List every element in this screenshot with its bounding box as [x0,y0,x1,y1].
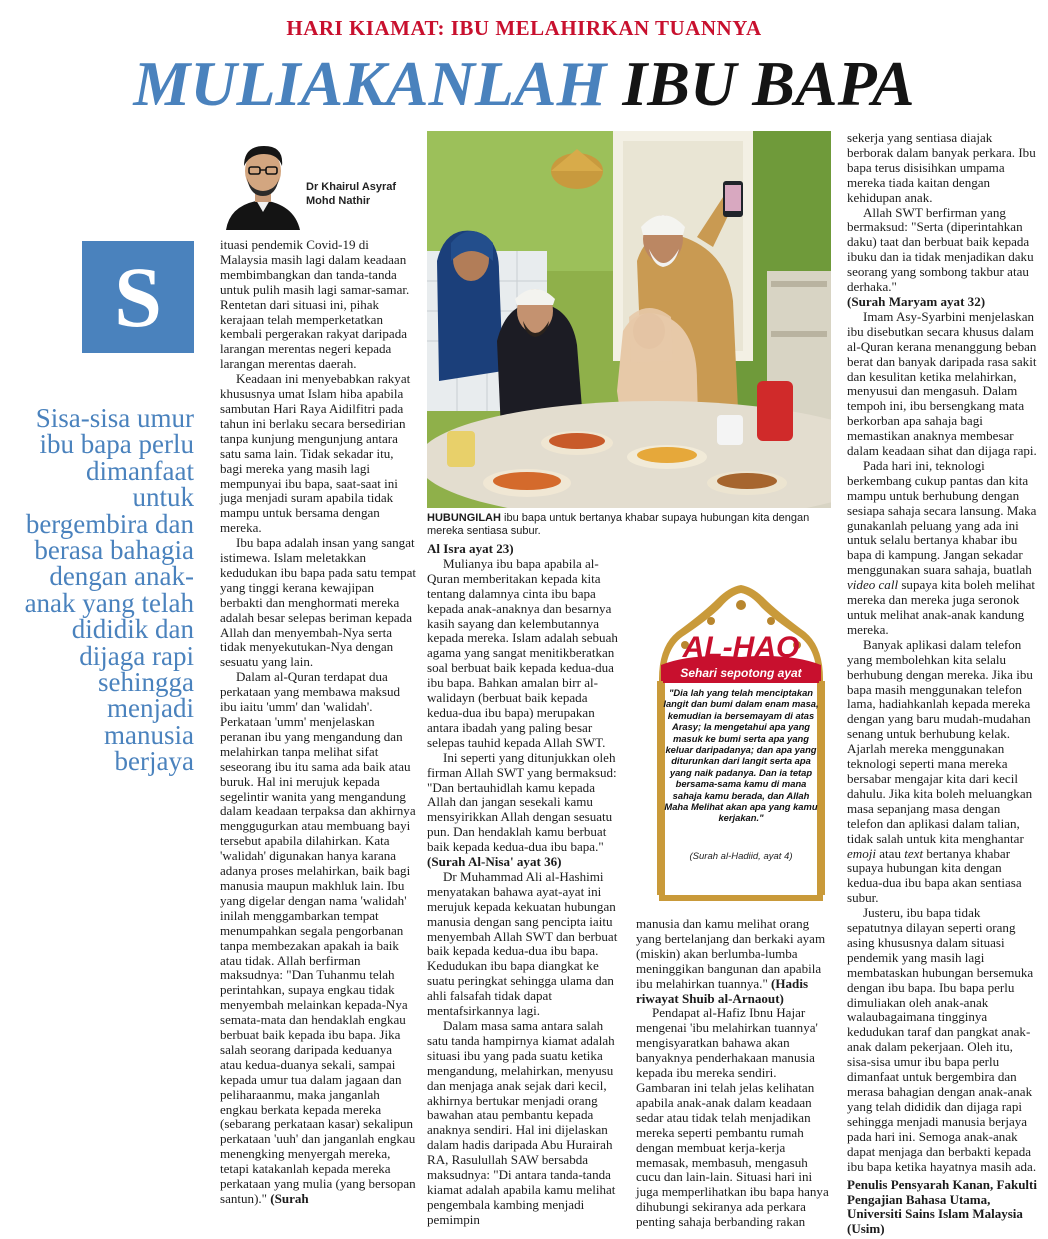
article-paragraph [427,542,625,557]
article-text: Allah SWT berfirman yang bermaksud: "Serta (diperintahkan daku) taat dan berbuat baik kepada ibuku dan ia tidak menjadikan daku seorang yang sombong takbur atau derhaka." [847,204,1034,295]
headline [0,44,1048,124]
al-haq-box [651,583,831,901]
article-emphasis: text [904,845,924,861]
kicker: HARI KIAMAT: IBU MELAHIRKAN TUANNYA [286,16,762,40]
author-name [306,180,426,208]
headline-blue: MULIAKANLAH [133,48,607,119]
article-paragraph: Dr Muhammad Ali al-Hashimi menyatakan bahawa ayat-ayat ini merujuk kepada kekuatan hubungan manusia dengan sang pencipta iaitu menyembah Allah SWT dan berbuat baik kepada kedua-dua ibu bapa. Kedudukan ibu bapa diangkat ke suatu peringkat sehingga ulama dan ahli falsafah tidak dapat mentafsirkannya lagi. [427,868,618,1019]
article-paragraph: Mulianya ibu bapa apabila al-Quran memberitakan kepada kita tentang dalamnya cinta ibu bapa kepada anak-anaknya dan besarnya kasih sayang dan kelembutannya kepada mereka. Islam adalah sebuah agama yang sangat menitikberatkan soal berbuat baik kepada kedua-dua ibu bapa. Bahkan amalan birr al-walidayn (berbuat baik kepada kedua-dua ibu bapa) merupakan antara ibadah yang paling besar selepas tauhid kepada Allah SWT. [427,555,618,750]
article-text: atau [876,845,905,861]
author-name-line2: Mohd Nathir [306,195,371,207]
article-paragraph [847,206,1037,310]
article-column-4 [847,131,1037,1174]
author-byline [222,138,422,230]
verse-reference: (Surah Maryam ayat 32) [847,293,986,309]
article-paragraph [427,751,625,870]
article-column-1 [220,238,416,1207]
article-paragraph: Ibu bapa adalah insan yang sangat istimewa. Islam meletakkan kedudukan ibu bapa pada satu tempat yang tinggi kerana kewajipan berbakti dan menghormati mereka adalah besar selepas beriman kepada Allah dan menyembah-Nya serta tidak menyekutukan-Nya dengan sesuatu yang lain. [220,535,417,670]
al-haq-reference: (Surah al-Hadiid, ayat 4) [689,851,793,862]
article-paragraph [847,638,1037,906]
al-haq-verse: "Dia lah yang telah menciptakan langit dan bumi dalam enam masa, kemudian ia bersemayam di atas Arasy; Ia mengetahui apa yang masuk ke bumi serta apa yang keluar daripadanya; dan apa yang diturunkan dari langit serta apa yang naik padanya. Dan ia tetap bersama-sama kamu di mana sahaja kamu berada, dan Allah Maha Melihat akan apa yang kamu kerjakan." [663,687,819,824]
article-emphasis: emoji [847,845,876,861]
hadith-reference: (Hadis riwayat Shuib al-Arnaout) [636,975,809,1006]
author-name-line1: Dr Khairul Asyraf [306,181,397,193]
article-text: supaya kita boleh melihat mereka dan mereka juga seronok untuk melihat anak-anak kandung mereka. [847,577,1036,637]
photo-caption [427,512,832,538]
caption-text: ibu bapa untuk bertanya khabar supaya hubungan kita dengan mereka sentiasa subur. [427,512,810,537]
article-text: Banyak aplikasi dalam telefon yang membolehkan kita selalu berhubung dengan mereka. Jika ibu bapa masih menggunakan telefon lama, hadiahkanlah kepada mereka dengan yang baru mudah-mudahan senang untuk berhubung kelak. Ajarlah mereka menggunakan teknologi seperti mana mereka bersabar mengajar kita dari kecil dahulu. Jika kita boleh meluangkan masa sepanjang masa dengan telefon dan aplikasi dalam talian, tidak salah untuk kita menghantar [847,636,1033,846]
article-text: Ini seperti yang ditunjukkan oleh firman Allah SWT yang bermaksud: "Dan bertauhidlah kamu kepada Allah dan jangan sesekali kamu mensyirikkan Allah dengan sesuatu pun. Dan hendaklah kamu berbuat baik kepada kedua-dua ibu bapa." [427,749,617,855]
article-paragraph: ituasi pendemik Covid-19 di Malaysia masih lagi dalam keadaan membimbangkan dan tanda-tanda untuk pulih masih lagi samar-samar. Rentetan dari situasi ini, pihak kerajaan telah memperketatkan kembali pergerakan rakyat daripada larangan merentas negeri kepada larangan merentas daerah. [220,237,410,372]
pull-quote: Sisa-sisa umur ibu bapa perlu dimanfaat untuk bergembira dan berasa bahagia dengan anak-anak yang telah dididik dan dijaga rapi sehingga menjadi manusia berjaya [24,403,194,777]
article-text: Dalam al-Quran terdapat dua perkataan yang membawa maksud ibu iaitu 'umm' dan 'walidah'. Perkataan 'umm' menjelaskan peranan ibu yang mengandung dan melahirkan tanpa melihat sifat seseorang ibu itu sama ada baik atau buruk. Hal ini merujuk kepada segelintir wanita yang mengandung dalam keadaan terpaksa dan akhirnya menggugurkan atau membuang bayi tersebut apabila dilahirkan. Kata 'walidah' digunakan hanya karana adanya proses melahirkan, baik bagi manusia maupun makhluk lain. Ibu yang digelar dengan nama 'walidah' inilah menggambarkan tempat menumpahkan segala pengorbanan tanpa membezakan apakah ia baik atau tidak. Allah berfirman maksudnya: "Dan Tuhanmu telah perintahkan, supaya engkau tidak menyembah melainkan kepada-Nya semata-mata dan hendaklah engkau berbuat baik kepada ibu bapa. Jika salah seorang daripada keduanya atau kedua-duanya sekali, sampai kepada umur tua dalam jagaan dan peliharaanmu, maka janganlah engkau berkata kepada mereka (sebarang perkataan kasar) sekalipun perkataan 'uuh' dan janganlah engkau menengking menyergah mereka, tetapi katakanlah kepada mereka perkataan yang mulia (yang bersopan santun)." [220,669,416,1206]
verse-reference: (Surah [267,1191,309,1206]
author-credit: Penulis Pensyarah Kanan, Fakulti Pengajian Bahasa Utama, Universiti Sains Islam Malaysia (Usim) [847,1177,1037,1236]
article-column-2 [427,542,625,1228]
article-text: bertanya khabar supaya hubungan kita dengan kedua-dua ibu bapa akan sentiasa subur. [847,845,1022,906]
verse-reference: Al Isra ayat 23) [427,541,514,556]
caption-lead: HUBUNGILAH [427,512,501,524]
article-paragraph [636,917,834,1006]
verse-reference: (Surah Al-Nisa' ayat 36) [427,854,562,870]
article-paragraph [220,670,416,1207]
al-haq-title: AL-HAQ [682,631,800,664]
article-paragraph: Imam Asy-Syarbini menjelaskan ibu disebutkan secara khusus dalam al-Quran kerana menanggung beban berat dan banyak daripada rasa sakit dan kesulitan ketika melahirkan, menyusui dan mengasuh. Dalam tempoh ini, ibu bersengkang mata berkorban apa sahaja bagi memastikan anaknya membesar dalam keadaan sihat dan dijaga rapi. [847,308,1037,459]
article-paragraph [847,459,1037,638]
drop-cap: S [82,241,194,353]
article-text: Pada hari ini, teknologi berkembang cukup pantas dan kita mampu untuk berhubung dengan sesiapa sahaja secara lansung. Maka gunakanlah peluang yang ada ini untuk selalu bertanya khabar ibu bapa di kampung. Jangan sekadar menggunakan suara sahaja, buatlah [847,457,1037,578]
headline-black: IBU BAPA [622,48,915,119]
article-paragraph: Keadaan ini menyebabkan rakyat khususnya umat Islam hiba apabila sambutan Hari Raya Aidilfitri pada tahun ini berlaku secara bersedirian tanpa kunjung mengunjung antara satu sama lain. Tidak sekadar itu, bagi mereka yang masih lagi mempunyai ibu bapa, saat-saat ini juga menjadi suram apabila tidak mampu untuk bersama dengan mereka. [220,371,411,536]
family-photo [427,131,831,508]
article-text: manusia dan kamu melihat orang yang bertelanjang dan berkaki ayam (miskin) akan berlumba-lumba meninggikan bangunan dan apabila ibu melahirkan tuannya." [636,916,826,991]
article-paragraph: Pendapat al-Hafiz Ibnu Hajar mengenai 'ibu melahirkan tuannya' mengisyaratkan bahawa akan banyaknya penderhakaan manusia kepada ibu mereka sendiri. Gambaran ini telah jelas kelihatan apabila anak-anak dalam keadaan sedar atau tidak telah menjadikan mereka seperti pembantu rumah dengan membuat kerja-kerja memasak, membasuh, mengasuh cucu dan lain-lain. Situasi hari ini juga memperlihatkan ibu bapa hanya dihubungi sekiranya ada perkara penting sahaja berbanding rakan [636,1005,829,1230]
article-paragraph: Justeru, ibu bapa tidak sepatutnya dilayan seperti orang asing khususnya dalam situasi pendemik yang masih lagi membataskan hubungan bersemuka dengan ibu bapa. Ibu bapa perlu dimuliakan oleh anak-anak walaubagaimana tingginya kedudukan taraf dan pangkat anak-anak dalam pekerjaan. Oleh itu, sisa-sisa umur ibu bapa perlu dimanfaat untuk bergembira dan merasa bahagian dengan anak-anak yang telah dididik dan dijaga rapi sehingga menjadi manusia berjaya pada hari ini. Semoga anak-anak dapat menjaga dan berbakti kepada ibu bapa ketika hayatnya masih ada. [847,905,1037,1174]
article-paragraph: sekerja yang sentiasa diajak berborak dalam banyak perkara. Ibu bapa terus disisihkan umpama mereka tiada kaitan dengan kehidupan anak. [847,130,1036,205]
author-photo [222,138,304,230]
article-emphasis: video call [847,577,899,593]
article-column-3 [636,917,834,1230]
article-paragraph: Dalam masa sama antara salah satu tanda hampirnya kiamat adalah situasi ibu yang pada suatu ketika mengandung, melahirkan, menyusu dan menjaga anak sejak dari kecil, akhirnya bertukar menjadi orang bawahan atau pembantu kepada anaknya sendiri. Hal ini dijelaskan dalam hadis daripada Abu Hurairah RA, Rasulullah SAW bersabda maksudnya: "Di antara tanda-tanda kiamat adalah apabila kamu melihat pengembala kambing menjadi pemimpin [427,1018,616,1227]
al-haq-subtitle: Sehari sepotong ayat [680,666,802,680]
